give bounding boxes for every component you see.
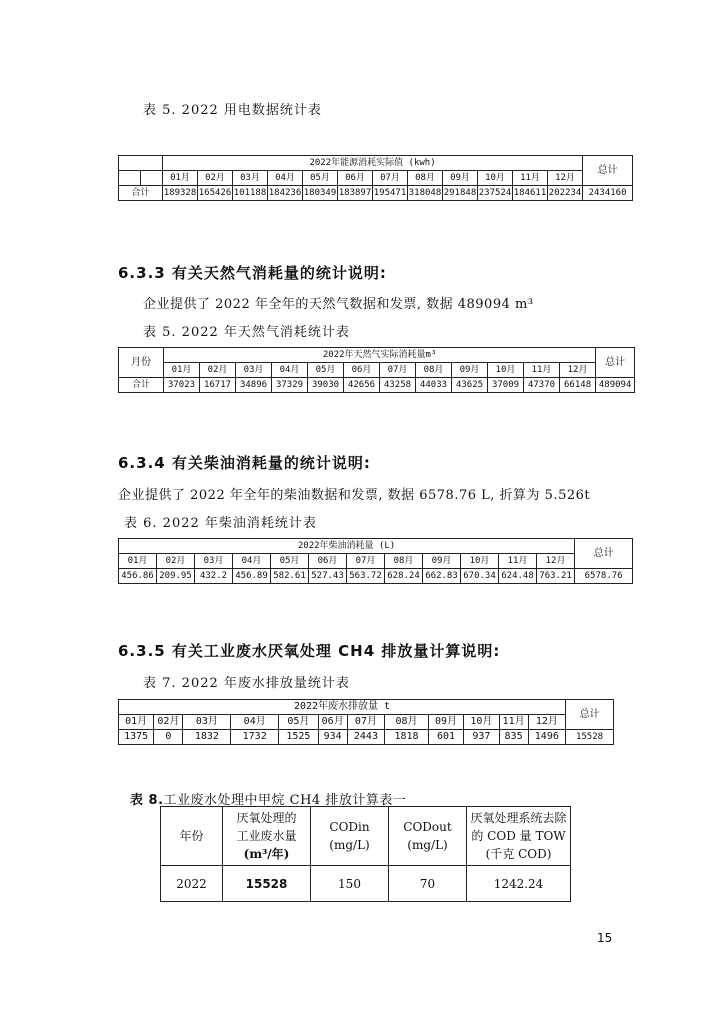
table6-value-cell: 624.48 (499, 569, 537, 584)
table8 (160, 806, 571, 902)
table5-group-header: 2022年能源消耗实际值 (kwh) (163, 156, 583, 171)
table6-value-cell: 670.34 (461, 569, 499, 584)
table7-value-cell: 601 (428, 730, 463, 745)
table7-value-cell: 0 (154, 730, 183, 745)
table7-month-header: 05月 (279, 715, 319, 730)
table7-value-cell: 1832 (183, 730, 231, 745)
table8-header-codout (389, 807, 467, 866)
table8-header-codin (311, 807, 389, 866)
table5b-month-header: 12月 (560, 363, 596, 378)
table5-month-header: 09月 (443, 171, 478, 186)
table5-month-header: 04月 (268, 171, 303, 186)
table5b-value-cell: 47370 (524, 378, 560, 393)
table5b-month-header: 11月 (524, 363, 560, 378)
table7-value-cell: 2443 (347, 730, 384, 745)
table5-total-header: 总计 (583, 156, 633, 186)
table5-total-cell: 2434160 (583, 186, 633, 201)
table6-month-header: 03月 (195, 554, 233, 569)
table8-cell-codin: 150 (311, 866, 389, 902)
table7-value-cell: 1818 (385, 730, 429, 745)
table5-value-cell: 318048 (408, 186, 443, 201)
table5-blank-cell (119, 156, 163, 171)
table5-value-cell: 202234 (548, 186, 583, 201)
section-634-paragraph: 企业提供了 2022 年全年的柴油数据和发票, 数据 6578.76 L, 折算为 5.526t (118, 488, 591, 503)
table6-month-header: 05月 (271, 554, 309, 569)
table5-month-header: 02月 (198, 171, 233, 186)
table5b-value-cell: 37009 (488, 378, 524, 393)
table6-value-cell: 582.61 (271, 569, 309, 584)
table5-value-cell: 183897 (338, 186, 373, 201)
table5-row-label: 合计 (119, 186, 163, 201)
table8-header-tow-l1: 厌氧处理系统去除 (470, 811, 567, 825)
table7-month-header: 07月 (347, 715, 384, 730)
table7-month-header: 08月 (385, 715, 429, 730)
table7-month-header: 06月 (318, 715, 347, 730)
table6-month-header: 04月 (233, 554, 271, 569)
table7-value-cell: 1375 (119, 730, 154, 745)
table5b-value-cell: 43258 (380, 378, 416, 393)
table5b-value-cell: 43625 (452, 378, 488, 393)
table5b-value-cell: 44033 (416, 378, 452, 393)
table5-value-cell: 165426 (198, 186, 233, 201)
table6-value-cell: 209.95 (157, 569, 195, 584)
table5-value-cell: 101188 (233, 186, 268, 201)
table6-month-header: 09月 (423, 554, 461, 569)
table5b-value-cell: 66148 (560, 378, 596, 393)
table5-value-cell: 291848 (443, 186, 478, 201)
table5-month-header: 05月 (303, 171, 338, 186)
table5-month-header: 01月 (163, 171, 198, 186)
table6-group-header: 2022年柴油消耗量 (L) (119, 539, 575, 554)
table5 (118, 155, 633, 201)
table5b-row-header: 月份 (119, 348, 164, 378)
table5b-month-header: 08月 (416, 363, 452, 378)
table6-value-cell: 432.2 (195, 569, 233, 584)
section-634-heading: 6.3.4 有关柴油消耗量的统计说明: (118, 454, 371, 472)
table7-month-header: 01月 (119, 715, 154, 730)
table8-header-tow (467, 807, 571, 866)
table5-month-header: 11月 (513, 171, 548, 186)
table8-header-codin-l2: (mg/L) (329, 838, 370, 852)
table5b-value-cell: 39030 (308, 378, 344, 393)
table5b-month-header: 10月 (488, 363, 524, 378)
table6-caption: 表 6. 2022 年柴油消耗统计表 (124, 516, 317, 531)
table5b-month-header: 01月 (164, 363, 200, 378)
table7-month-header: 04月 (231, 715, 279, 730)
page-number: 15 (597, 931, 613, 945)
section-633-heading: 6.3.3 有关天然气消耗量的统计说明: (118, 264, 387, 282)
table6-value-cell: 456.86 (119, 569, 157, 584)
table8-header-codout-l2: (mg/L) (407, 838, 448, 852)
table5-value-cell: 237524 (478, 186, 513, 201)
table7-value-cell: 1732 (231, 730, 279, 745)
table8-cell-tow: 1242.24 (467, 866, 571, 902)
table5-month-header: 06月 (338, 171, 373, 186)
table7-value-cell: 835 (499, 730, 528, 745)
table5-month-header: 07月 (373, 171, 408, 186)
table5b-month-header: 02月 (200, 363, 236, 378)
table8-header-year: 年份 (161, 807, 223, 866)
table8-header-codin-l1: CODin (329, 820, 370, 834)
table5b-caption: 表 5. 2022 年天然气消耗统计表 (143, 325, 350, 340)
table6-month-header: 07月 (347, 554, 385, 569)
table8-header-tow-l3: (千克 COD) (485, 847, 552, 861)
table6-month-header: 12月 (537, 554, 575, 569)
section-633-paragraph: 企业提供了 2022 年全年的天然气数据和发票, 数据 489094 m³ (143, 297, 534, 312)
table6-value-cell: 662.83 (423, 569, 461, 584)
table5-value-cell: 184611 (513, 186, 548, 201)
section-635-heading: 6.3.5 有关工业废水厌氧处理 CH4 排放量计算说明: (118, 642, 501, 660)
table7-month-header: 03月 (183, 715, 231, 730)
table5b-value-cell: 16717 (200, 378, 236, 393)
table8-cell-codout: 70 (389, 866, 467, 902)
table6-value-cell: 456.89 (233, 569, 271, 584)
table5-caption: 表 5. 2022 用电数据统计表 (143, 103, 322, 118)
table6-value-cell: 628.24 (385, 569, 423, 584)
table5-blank-cell (119, 171, 141, 186)
table5-value-cell: 189328 (163, 186, 198, 201)
table5b (118, 347, 635, 393)
table7-value-cell: 1525 (279, 730, 319, 745)
table6-month-header: 10月 (461, 554, 499, 569)
table8-caption-number: 表 8. (130, 793, 164, 808)
table7-total-header: 总计 (566, 700, 614, 730)
table7-total-cell: 15528 (566, 730, 614, 745)
table7-month-header: 02月 (154, 715, 183, 730)
table6-value-cell: 763.21 (537, 569, 575, 584)
table7-value-cell: 937 (464, 730, 499, 745)
table8-header-tow-l2: 的 COD 量 TOW (471, 829, 566, 843)
table7-month-header: 10月 (464, 715, 499, 730)
table8-caption-text: 工业废水处理中甲烷 CH4 排放计算表一 (163, 793, 407, 808)
table5b-group-header: 2022年天然气实际消耗量m³ (164, 348, 596, 363)
table5b-total-header: 总计 (596, 348, 635, 378)
table7-month-header: 11月 (499, 715, 528, 730)
table7-group-header: 2022年废水排放量 t (119, 700, 566, 715)
table6-month-header: 06月 (309, 554, 347, 569)
table5b-value-cell: 42656 (344, 378, 380, 393)
table8-header-wastewater-l3: (m³/年) (243, 847, 290, 861)
table5-month-header: 10月 (478, 171, 513, 186)
table6-value-cell: 563.72 (347, 569, 385, 584)
table8-header-wastewater-l2: 工业废水量 (236, 829, 297, 843)
table5-blank-cell (141, 171, 163, 186)
table5b-total-cell: 489094 (596, 378, 635, 393)
table6-value-cell: 527.43 (309, 569, 347, 584)
table5b-month-header: 09月 (452, 363, 488, 378)
table8-cell-wastewater: 15528 (223, 866, 311, 902)
table8-header-wastewater-l1: 厌氧处理的 (236, 811, 297, 825)
table8-cell-year: 2022 (161, 866, 223, 902)
table6-month-header: 01月 (119, 554, 157, 569)
table6 (118, 538, 633, 584)
table5b-row-label: 合计 (119, 378, 164, 393)
table5b-value-cell: 34896 (236, 378, 272, 393)
table6-month-header: 08月 (385, 554, 423, 569)
table5b-value-cell: 37329 (272, 378, 308, 393)
table6-total-cell: 6578.76 (575, 569, 633, 584)
table5b-month-header: 04月 (272, 363, 308, 378)
table5-month-header: 08月 (408, 171, 443, 186)
table6-month-header: 02月 (157, 554, 195, 569)
table5b-month-header: 06月 (344, 363, 380, 378)
table5b-month-header: 05月 (308, 363, 344, 378)
table5b-value-cell: 37023 (164, 378, 200, 393)
table7-value-cell: 934 (318, 730, 347, 745)
table5b-month-header: 03月 (236, 363, 272, 378)
table5-value-cell: 180349 (303, 186, 338, 201)
table7-month-header: 09月 (428, 715, 463, 730)
table7-value-cell: 1496 (528, 730, 565, 745)
table8-header-wastewater (223, 807, 311, 866)
table6-month-header: 11月 (499, 554, 537, 569)
table5-month-header: 12月 (548, 171, 583, 186)
table5b-month-header: 07月 (380, 363, 416, 378)
table7-month-header: 12月 (528, 715, 565, 730)
table6-total-header: 总计 (575, 539, 633, 569)
table8-header-codout-l1: CODout (403, 820, 452, 834)
table5-value-cell: 195471 (373, 186, 408, 201)
table5-value-cell: 184236 (268, 186, 303, 201)
table7-caption: 表 7. 2022 年废水排放量统计表 (143, 676, 350, 691)
table7 (118, 699, 614, 745)
table5-month-header: 03月 (233, 171, 268, 186)
